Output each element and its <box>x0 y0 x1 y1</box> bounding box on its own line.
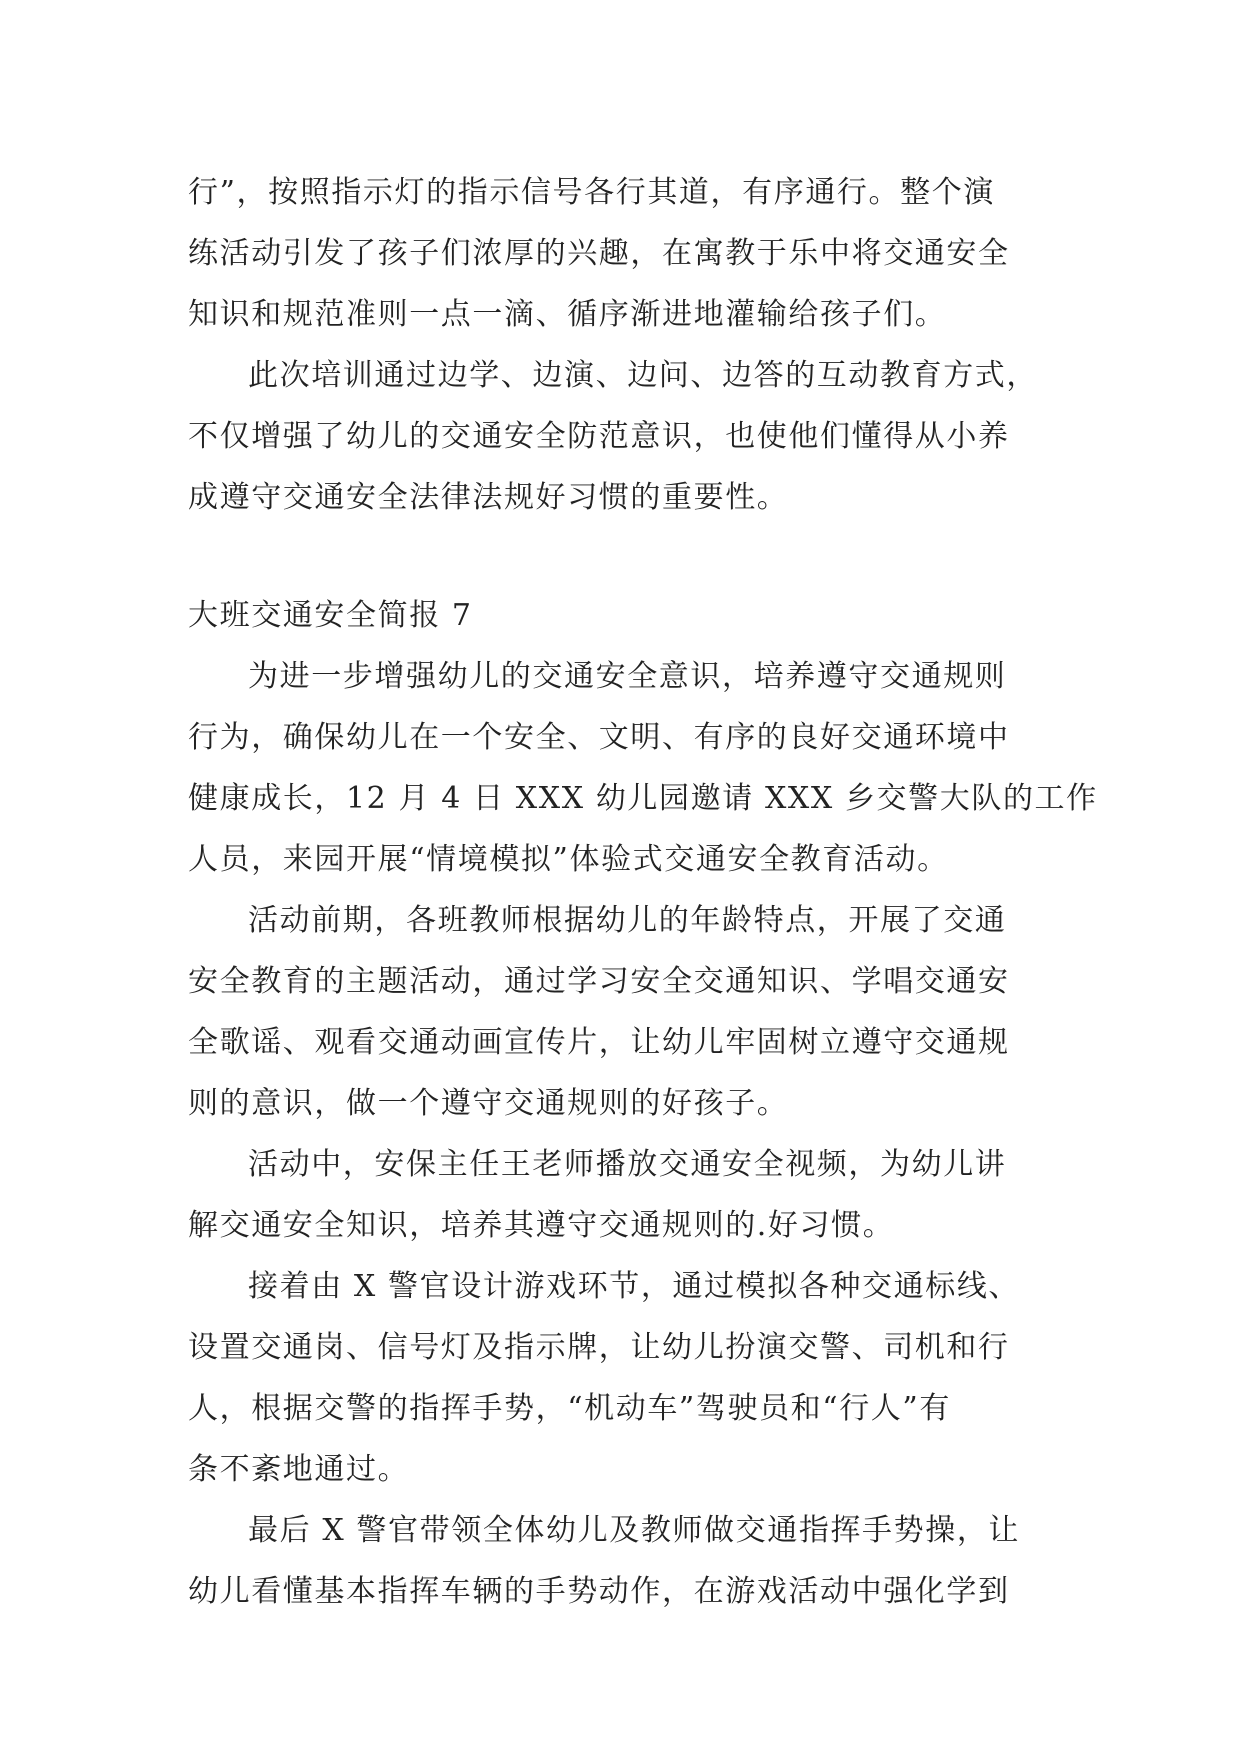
text-line: 安全教育的主题活动，通过学习安全交通知识、学唱交通安 <box>188 964 1010 999</box>
paragraph <box>188 890 1048 1134</box>
text-line: 练活动引发了孩子们浓厚的兴趣，在寓教于乐中将交通安全 <box>188 236 1010 271</box>
document-body <box>188 162 1098 1622</box>
text-line: 为进一步增强幼儿的交通安全意识，培养遵守交通规则 <box>248 659 1007 694</box>
text-line: 解交通安全知识，培养其遵守交通规则的.好习惯。 <box>188 1208 895 1243</box>
text-line: 则的意识，做一个遵守交通规则的好孩子。 <box>188 1086 789 1121</box>
text-line: 活动前期，各班教师根据幼儿的年龄特点，开展了交通 <box>248 903 1007 938</box>
paragraph <box>188 646 1098 890</box>
text-line: 最后 X 警官带领全体幼儿及教师做交通指挥手势操，让 <box>248 1513 1021 1548</box>
section-heading: 大班交通安全简报 7 <box>188 598 473 633</box>
paragraph-continuation <box>188 162 1048 345</box>
text-line: 此次培训通过边学、边演、边问、边答的互动教育方式， <box>248 358 1038 393</box>
paragraph <box>188 1256 1048 1500</box>
text-line: 知识和规范准则一点一滴、循序渐进地灌输给孩子们。 <box>188 297 947 332</box>
text-line: 不仅增强了幼儿的交通安全防范意识，也使他们懂得从小养 <box>188 419 1010 454</box>
text-line: 人，根据交警的指挥手势，“机动车”驾驶员和“行人”有 <box>188 1391 951 1426</box>
text-line: 幼儿看懂基本指挥车辆的手势动作，在游戏活动中强化学到 <box>188 1574 1010 1609</box>
text-line: 行”，按照指示灯的指示信号各行其道，有序通行。整个演 <box>188 175 995 210</box>
text-line: 条不紊地通过。 <box>188 1452 410 1487</box>
paragraph <box>188 1134 1048 1256</box>
text-line: 设置交通岗、信号灯及指示牌，让幼儿扮演交警、司机和行 <box>188 1330 1010 1365</box>
text-line: 健康成长，12 月 4 日 XXX 幼儿园邀请 XXX 乡交警大队的工作 <box>188 781 1098 816</box>
text-line: 活动中，安保主任王老师播放交通安全视频，为幼儿讲 <box>248 1147 1007 1182</box>
text-line: 成遵守交通安全法律法规好习惯的重要性。 <box>188 480 789 515</box>
text-line: 全歌谣、观看交通动画宣传片，让幼儿牢固树立遵守交通规 <box>188 1025 1010 1060</box>
paragraph <box>188 1500 1048 1622</box>
section-gap <box>188 528 1048 585</box>
text-line: 人员，来园开展“情境模拟”体验式交通安全教育活动。 <box>188 842 949 877</box>
paragraph <box>188 345 1048 528</box>
text-line: 行为，确保幼儿在一个安全、文明、有序的良好交通环境中 <box>188 720 1010 755</box>
text-line: 接着由 X 警官设计游戏环节，通过模拟各种交通标线、 <box>248 1269 1021 1304</box>
